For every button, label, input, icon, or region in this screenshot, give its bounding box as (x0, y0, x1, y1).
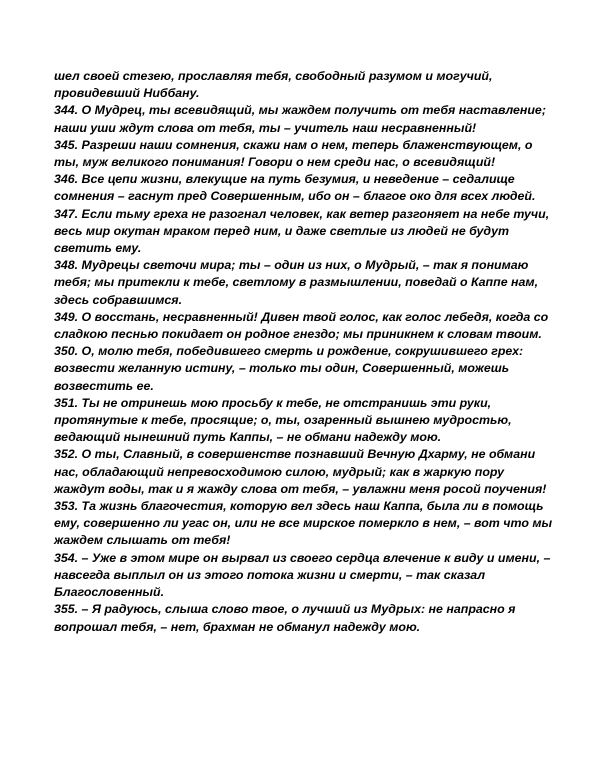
verse-346: 346. Все цепи жизни, влекущие на путь безумия, и неведение – седалище сомнения – гаснут пред Совершенным, ибо он – благое око для всех людей. (54, 172, 536, 204)
paragraph-continuation: шел своей стезею, прославляя тебя, свободный разумом и могучий, провидевший Ниббану. (54, 69, 493, 101)
verse-348: 348. Мудрецы светочи мира; ты – один из них, о Мудрый, – так я понимаю тебя; мы притекли к тебе, светлому в размышлении, поведай о Каппе нам, здесь собравшимся. (54, 258, 539, 307)
verse-355: 355. – Я радуюсь, слыша слово твое, о лучший из Мудрых: не напрасно я вопрошал тебя, – нет, брахман не обманул надежду мою. (54, 602, 516, 634)
verse-344: 344. О Мудрец, ты всевидящий, мы жаждем получить от тебя наставление; наши уши ждут слова от тебя, ты – учитель наш несравненный! (54, 103, 546, 135)
verse-353: 353. Та жизнь благочестия, которую вел здесь наш Каппа, была ли в помощь ему, совершенно ли угас он, или не все мирское померкло в нем, – вот что мы жаждем слышать от тебя! (54, 499, 553, 548)
verse-349: 349. О восстань, несравненный! Дивен твой голос, как голос лебедя, когда со сладкою песнью покидает он родное гнездо; мы приникнем к словам твоим. (54, 309, 549, 342)
verse-350: 350. О, молю тебя, победившего смерть и рождение, сокрушившего грех: возвести желанную истину, – только ты один, Совершенный, можешь возвестить ее. (54, 344, 524, 393)
verse-347: 347. Если тьму греха не разогнал человек, как ветер разгоняет на небе тучи, весь мир окутан мраком перед ним, и даже светлые из людей не будут светить ему. (54, 206, 550, 256)
verse-345: 345. Разреши наши сомнения, скажи нам о нем, теперь блаженствующем, о ты, муж великого понимания! Говори о нем среди нас, о всевидящий! (54, 137, 533, 170)
verse-352: 352. О ты, Славный, в совершенстве познавший Вечную Дхарму, не обмани нас, обладающий непревосходимою силою, мудрый; как в жаркую пору жаждут воды, так и я жажду слова от тебя, – увлажни меня росой поучения! (54, 447, 547, 496)
verse-351: 351. Ты не отринешь мою просьбу к тебе, не отстранишь эти руки, протянутые к тебе, просящие; о, ты, озаренный вышнею мудростью, ведающий нынешний путь Каппы, – не обмани надежду мою. (54, 395, 512, 445)
document-page (54, 68, 554, 636)
verse-354: 354. – Уже в этом мире он вырвал из своего сердца влечение к виду и имени, – навсегда выплыл он из этого потока жизни и смерти, – так сказал Благословенный. (54, 550, 551, 600)
